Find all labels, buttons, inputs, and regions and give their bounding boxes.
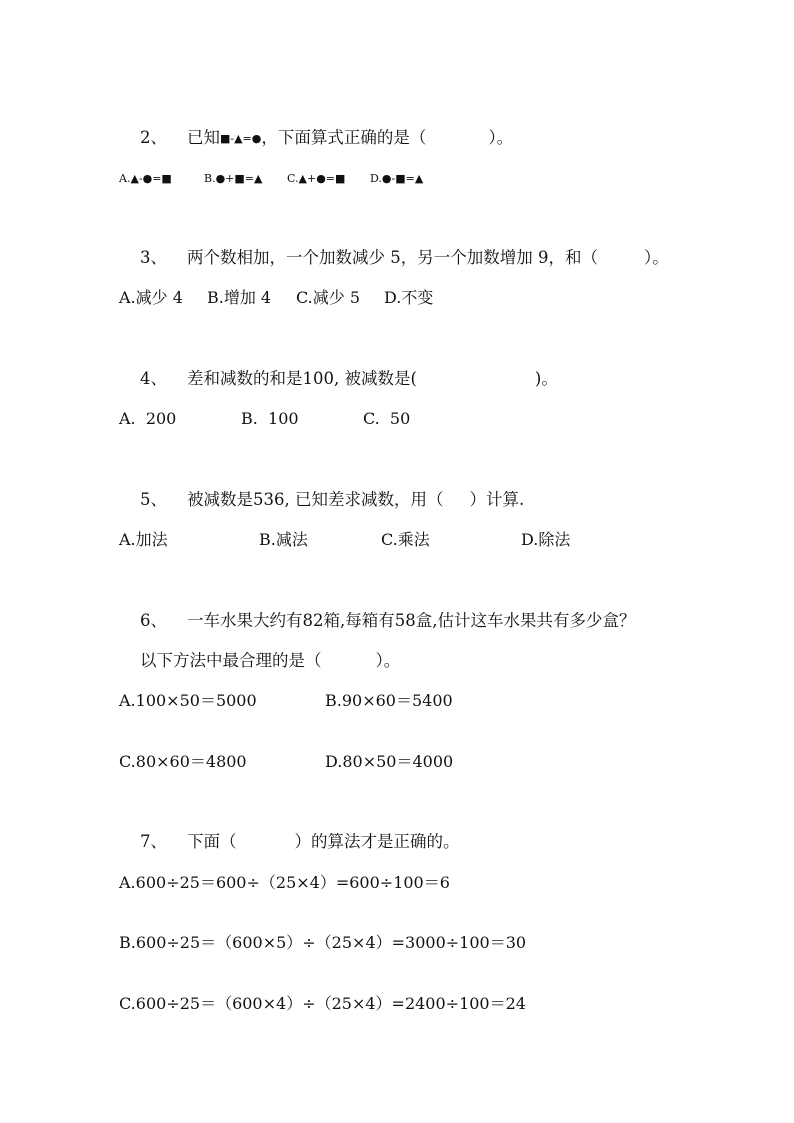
option-c: C.乘法 [381, 530, 430, 549]
question-text: 被减数是536, 已知差求减数，用（ [186, 490, 444, 509]
option-b: B.90×60＝5400 [325, 691, 453, 710]
question-number: 7、 [139, 832, 167, 851]
option-b: B. 100 [241, 409, 299, 428]
question-text-end: ）。 [375, 651, 401, 670]
question-5-stem [119, 470, 524, 530]
option-a: A.600÷25＝600÷（25×4）=600÷100＝6 [119, 873, 450, 892]
question-2-stem [119, 108, 513, 169]
question-text: 下面（ [186, 832, 237, 851]
question-text-end: )。 [534, 369, 558, 388]
option-c: C.600÷25＝（600×4）÷（25×4）=2400÷100＝24 [119, 994, 526, 1013]
question-number: 4、 [139, 369, 167, 388]
question-formula: ■-▲=● [219, 132, 262, 145]
option-b: B.●+■=▲ [204, 172, 263, 185]
option-a: A.减少 4 [119, 288, 183, 307]
question-4-stem [119, 349, 558, 409]
option-c: C.▲+●=■ [287, 172, 346, 185]
question-text-end: ）。 [488, 128, 514, 147]
question-text: 两个数相加，一个加数减少 5，另一个加数增加 9，和（ [186, 248, 598, 267]
option-b: B.增加 4 [207, 288, 272, 307]
question-number: 2、 [139, 128, 167, 147]
question-7-stem [119, 812, 459, 872]
question-text-end: ）的算法才是正确的。 [294, 832, 460, 851]
option-a: A.▲-●=■ [119, 172, 172, 185]
question-text: 已知 [186, 128, 220, 147]
question-3-stem [119, 228, 669, 288]
question-text: 一车水果大约有82箱,每箱有58盒,估计这车水果共有多少盒？ [186, 611, 636, 630]
question-number: 3、 [139, 248, 167, 267]
question-6-stem-line2 [119, 631, 400, 691]
option-c: C.减少 5 [296, 288, 361, 307]
question-number: 5、 [139, 490, 167, 509]
question-text-end: ）计算. [469, 490, 525, 509]
option-b: B.减法 [259, 530, 308, 549]
question-text: ，下面算式正确的是（ [261, 128, 427, 147]
question-text: 差和减数的和是100, 被减数是( [186, 369, 417, 388]
question-text-end: ）。 [643, 248, 669, 267]
question-number: 6、 [139, 611, 167, 630]
option-a: A.100×50＝5000 [119, 691, 257, 710]
question-text: 以下方法中最合理的是（ [139, 651, 322, 670]
option-d: D.●-■=▲ [370, 172, 424, 185]
option-a: A. 200 [119, 409, 177, 428]
option-a: A.加法 [119, 530, 168, 549]
option-d: D.不变 [384, 288, 434, 307]
option-d: D.80×50＝4000 [325, 752, 454, 771]
option-c: C.80×60＝4800 [119, 752, 247, 771]
option-d: D.除法 [521, 530, 571, 549]
option-b: B.600÷25＝（600×5）÷（25×4）=3000÷100＝30 [119, 933, 527, 952]
option-c: C. 50 [363, 409, 411, 428]
